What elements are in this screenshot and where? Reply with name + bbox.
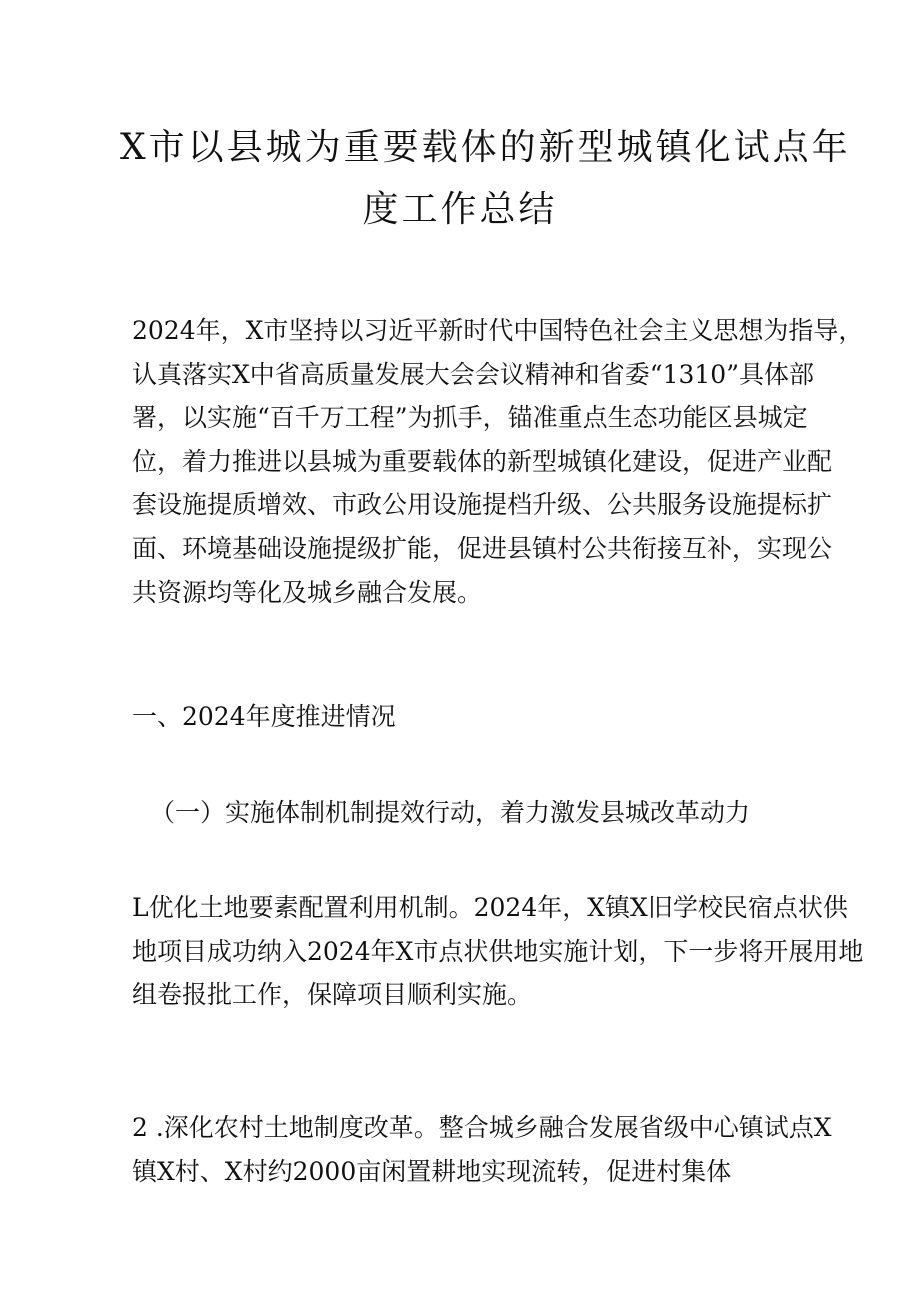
intro-line: 署，以实施“百千万工程”为抓手，锚准重点生态功能区县城定 (132, 403, 808, 433)
intro-line: 位，着力推进以县城为重要载体的新型城镇化建设，促进产业配 (132, 446, 833, 476)
intro-line: 面、环境基础设施提级扩能，促进县镇村公共衔接互补，实现公 (132, 533, 833, 563)
item-paragraph-2 (132, 1106, 832, 1193)
document-title-line-1: X市以县城为重要载体的新型城镇化试点年 (120, 127, 851, 168)
subsection-heading-text: （一）实施体制机制提效行动，着力激发县城改革动力 (150, 798, 751, 827)
intro-line: 套设施提质增效、市政公用设施提档升级、公共服务设施提标扩 (132, 490, 833, 520)
document-title-line-2: 度工作总结 (362, 189, 558, 230)
section-heading (132, 695, 800, 739)
section-heading-text: 一、2024年度推进情况 (132, 702, 396, 731)
item-line: L优化土地要素配置利用机制。2024年，X镇X旧学校民宿点状供 (132, 893, 848, 922)
item-line: 镇X村、X村约2000亩闲置耕地实现流转，促进村集体 (132, 1156, 732, 1186)
item-paragraph-1 (132, 886, 864, 1017)
intro-line: 2024年，X市坚持以习近平新时代中国特色社会主义思想为指导， (132, 316, 864, 345)
item-line: 2 .深化农村土地制度改革。整合城乡融合发展省级中心镇试点X (132, 1113, 832, 1142)
subsection-heading (150, 791, 818, 835)
item-line: 地项目成功纳入2024年X市点状供地实施计划，下一步将开展用地 (132, 936, 864, 966)
intro-paragraph (132, 309, 864, 614)
intro-line: 认真落实X中省高质量发展大会会议精神和省委“1310”具体部 (132, 359, 814, 389)
intro-line: 共资源均等化及城乡融合发展。 (132, 577, 483, 607)
item-line: 组卷报批工作，保障项目顺利实施。 (132, 980, 533, 1010)
